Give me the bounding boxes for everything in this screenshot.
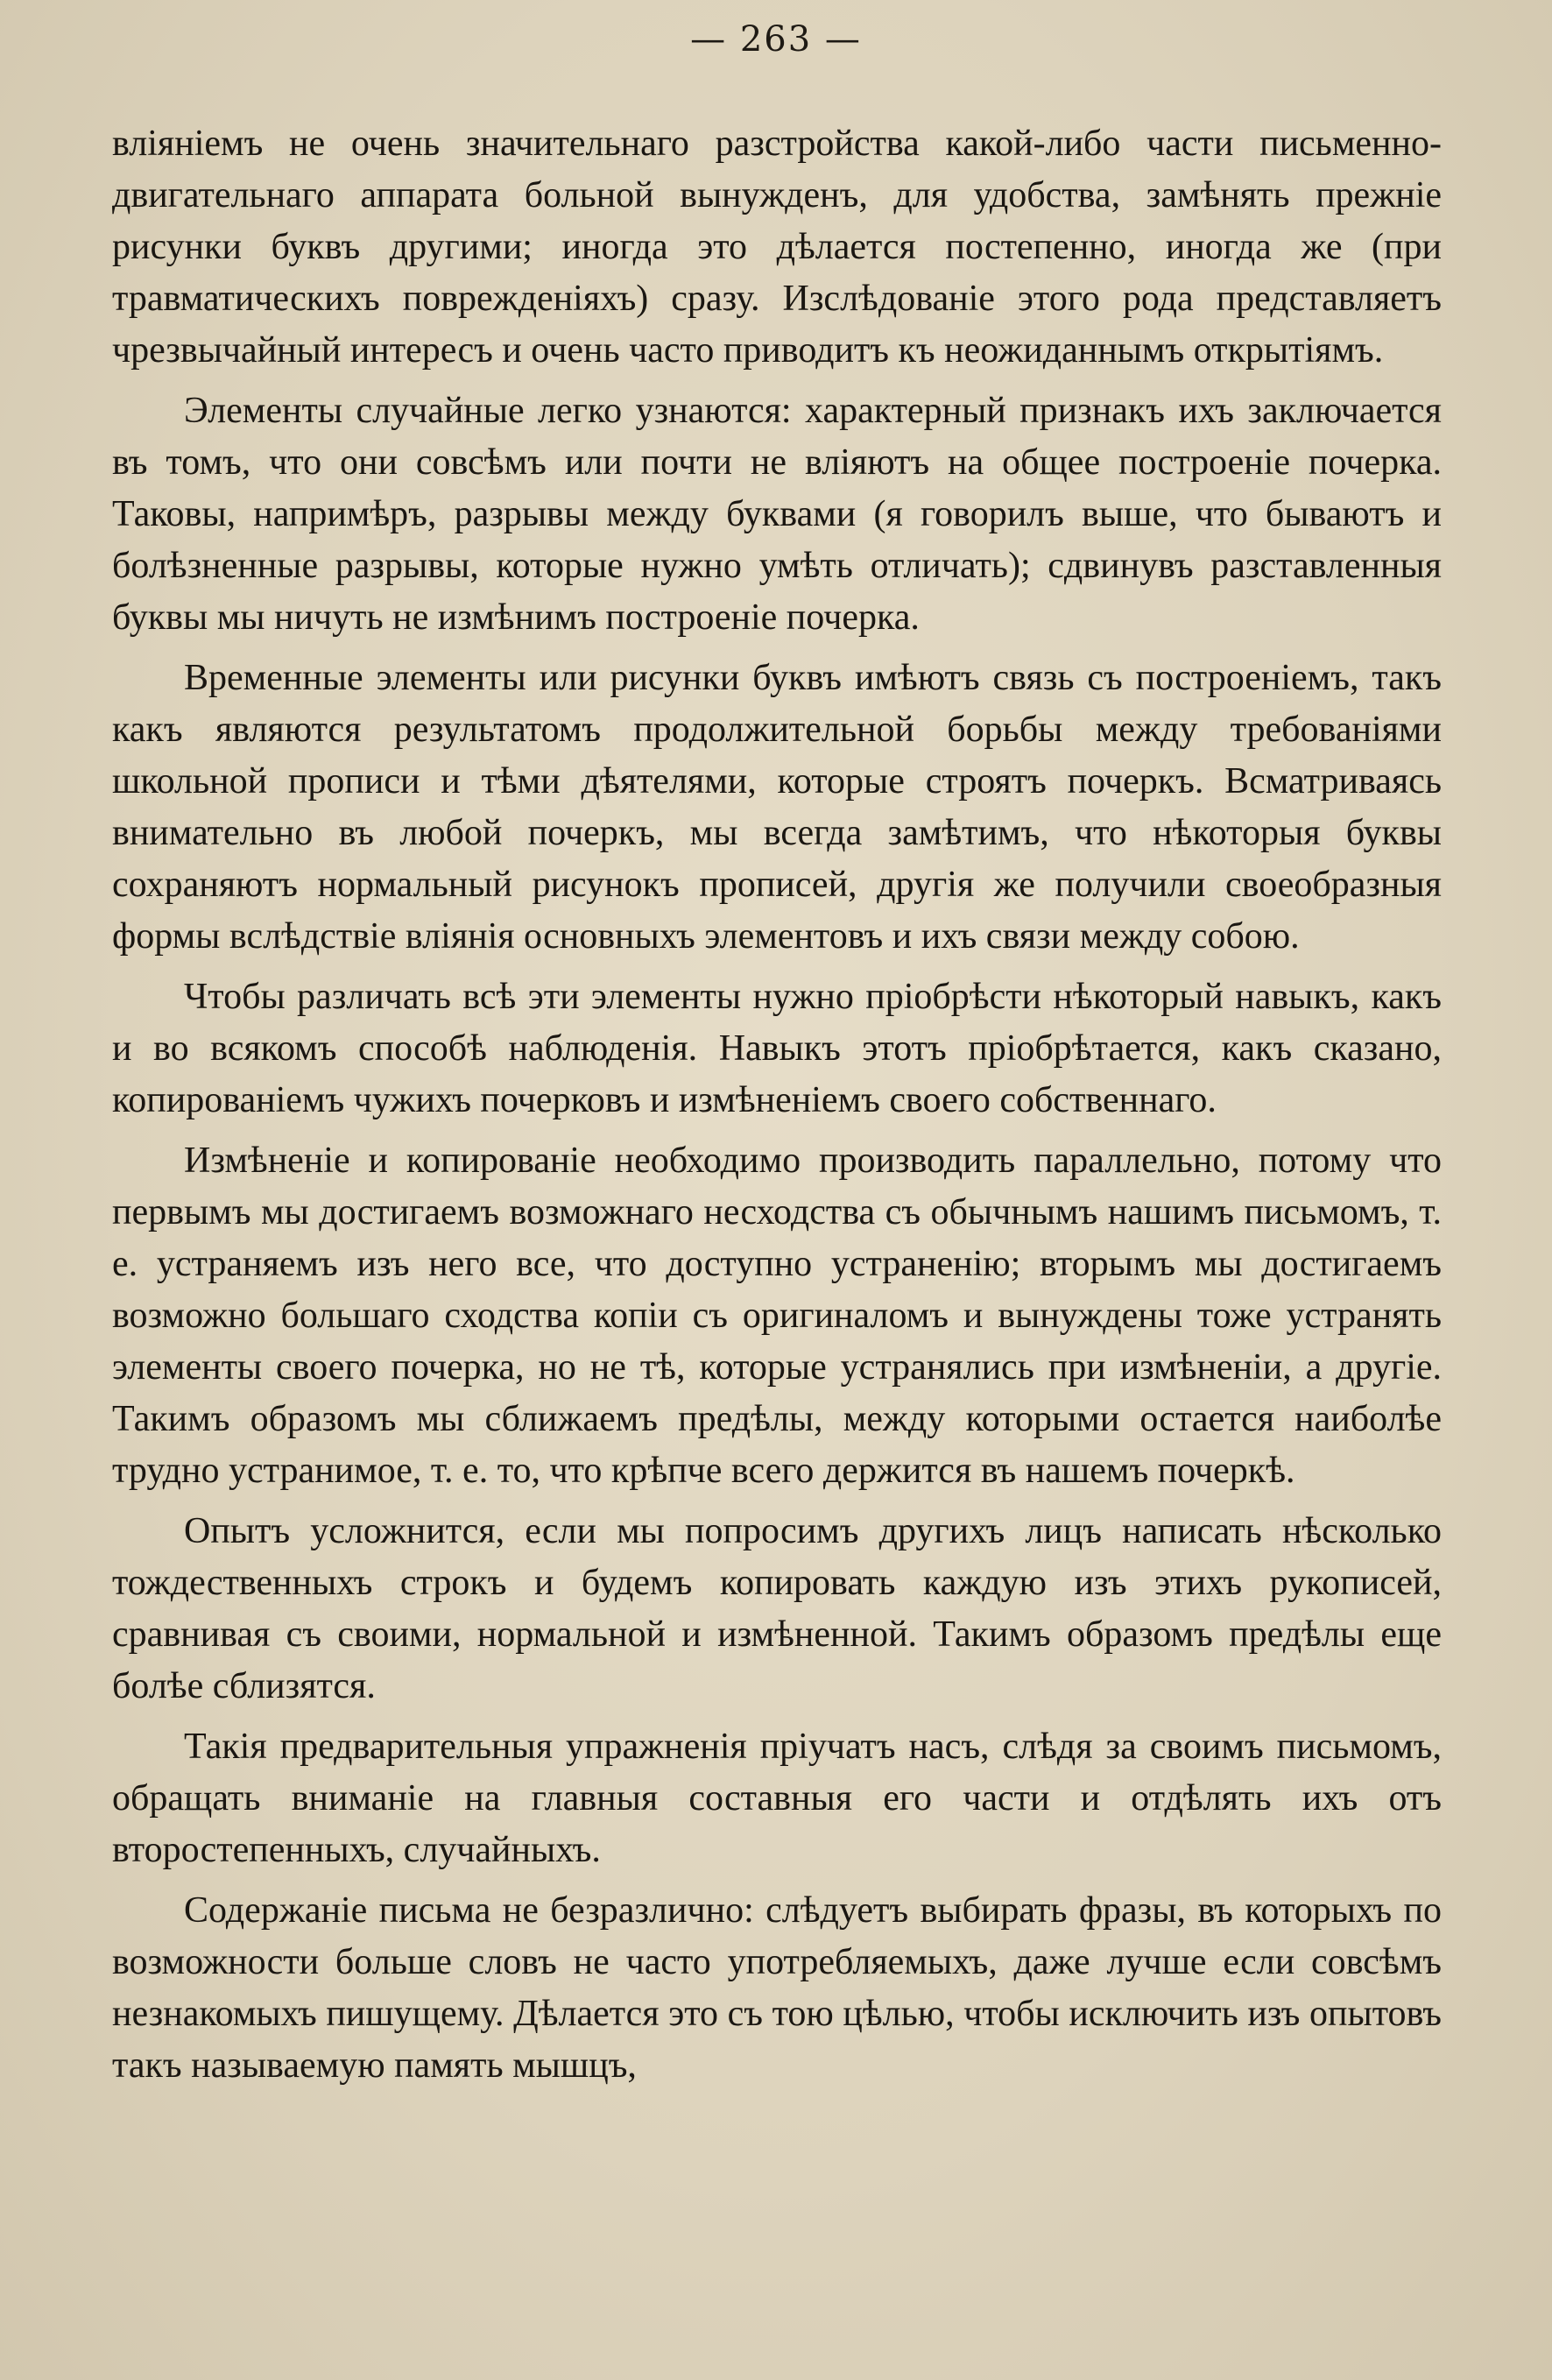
paragraph-1: вліяніемъ не очень значительнаго разстройства какой-либо части письменно-двигательнаго аппарата больной вынужденъ, для удобства, замѣнять прежніе рисунки буквъ другими; иногда это дѣлается постепенно, иногда же (при травматическихъ поврежденіяхъ) сразу. Изслѣдованіе этого рода представляетъ чрезвычайный интересъ и очень часто приводитъ къ неожиданнымъ открытіямъ.: [112, 124, 1442, 371]
paragraph-7: Такія предварительныя упражненія пріучатъ насъ, слѣдя за своимъ письмомъ, обращать вниманіе на главныя составныя его части и отдѣлять ихъ отъ второстепенныхъ, случайныхъ.: [112, 1727, 1442, 1870]
paragraph-2: Элементы случайные легко узнаются: характерный признакъ ихъ заключается въ томъ, что они совсѣмъ или почти не вліяютъ на общее построеніе почерка. Таковы, напримѣръ, разрывы между буквами (я говорилъ выше, что бываютъ и болѣзненные разрывы, которые нужно умѣть отличать); сдвинувъ разставленныя буквы мы ничуть не измѣнимъ построеніе почерка.: [112, 391, 1442, 638]
paragraph-5: Измѣненіе и копированіе необходимо производить параллельно, потому что первымъ мы достигаемъ возможнаго несходства съ обычнымъ нашимъ письмомъ, т. е. устраняемъ изъ него все, что доступно устраненію; вторымъ мы достигаемъ возможно большаго сходства копіи съ оригиналомъ и вынуждены тоже устранять элементы своего почерка, но не тѣ, которые устранялись при измѣненіи, а другіе. Такимъ образомъ мы сближаемъ предѣлы, между которыми остается наиболѣе трудно устранимое, т. е. то, что крѣпче всего держится въ нашемъ почеркѣ.: [112, 1141, 1442, 1491]
paragraph-4: Чтобы различать всѣ эти элементы нужно пріобрѣсти нѣкоторый навыкъ, какъ и во всякомъ способѣ наблюденія. Навыкъ этотъ пріобрѣтается, какъ сказано, копированіемъ чужихъ почерковъ и измѣненіемъ своего собственнаго.: [112, 977, 1442, 1120]
paragraph-3: Временные элементы или рисунки буквъ имѣютъ связь съ построеніемъ, такъ какъ являются результатомъ продолжительной борьбы между требованіями школьной прописи и тѣми дѣятелями, которые строятъ почеркъ. Всматриваясь внимательно въ любой почеркъ, мы всегда замѣтимъ, что нѣкоторыя буквы сохраняютъ нормальный рисунокъ прописей, другія же получили своеобразныя формы вслѣдствіе вліянія основныхъ элементовъ и ихъ связи между собою.: [112, 658, 1442, 957]
page-body: [112, 118, 1442, 2101]
page-number: — 263 —: [690, 19, 862, 60]
paragraph-6: Опытъ усложнится, если мы попросимъ другихъ лицъ написать нѣсколько тождественныхъ строкъ и будемъ копировать каждую изъ этихъ рукописей, сравнивая съ своими, нормальной и измѣненной. Такимъ образомъ предѣлы еще болѣе сблизятся.: [112, 1511, 1442, 1706]
paragraph-8: Содержаніе письма не безразлично: слѣдуетъ выбирать фразы, въ которыхъ по возможности больше словъ не часто употребляемыхъ, даже лучше если совсѣмъ незнакомыхъ пишущему. Дѣлается это съ тою цѣлью, чтобы исключить изъ опытовъ такъ называемую память мышцъ,: [112, 1890, 1442, 2086]
